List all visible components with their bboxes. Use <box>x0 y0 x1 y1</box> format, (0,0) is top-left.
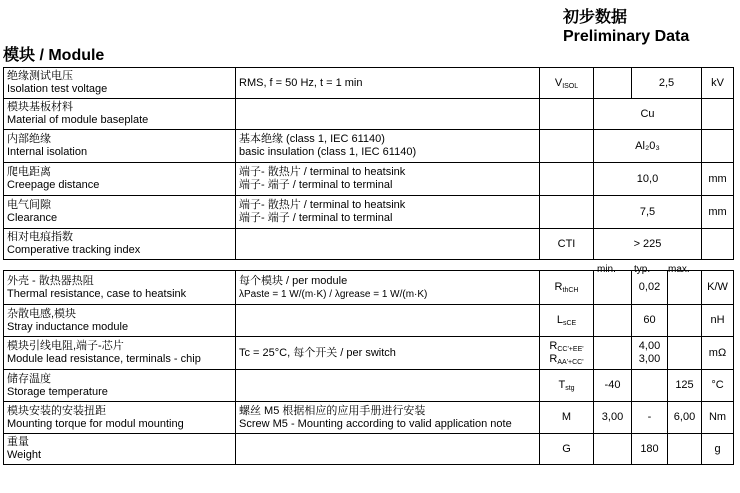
parameter-cell: 外壳 - 散热器热阻 Thermal resistance, case to heatsink <box>4 271 236 305</box>
column-header-typ: typ. <box>634 264 651 275</box>
parameter-cell: 相对电痕指数 Comperative tracking index <box>4 229 236 260</box>
condition-cell <box>236 229 540 260</box>
table-row <box>4 196 734 229</box>
table-row <box>4 130 734 163</box>
symbol-cell <box>540 99 594 130</box>
typ-cell <box>632 370 668 402</box>
min-cell: -40 <box>594 370 632 402</box>
min-cell: 3,00 <box>594 402 632 434</box>
unit-cell <box>702 130 734 163</box>
condition-cell: 端子- 散热片 / terminal to heatsink 端子- 端子 / terminal to terminal <box>236 196 540 229</box>
unit-cell <box>702 229 734 260</box>
unit-cell: mm <box>702 163 734 196</box>
max-cell <box>668 271 702 305</box>
parameter-cell: 模块引线电阻,端子-芯片 Module lead resistance, terminals - chip <box>4 337 236 370</box>
unit-cell: kV <box>702 68 734 99</box>
table-spacer <box>4 260 734 271</box>
condition-cell <box>236 99 540 130</box>
parameter-cell: 内部绝缘 Internal isolation <box>4 130 236 163</box>
table-row <box>4 229 734 260</box>
min-cell <box>594 434 632 465</box>
typ-cell: 10,0 <box>594 163 702 196</box>
preliminary-label-cn: 初步数据 <box>563 9 628 26</box>
condition-cell <box>236 370 540 402</box>
typ-cell: - <box>632 402 668 434</box>
max-cell <box>668 434 702 465</box>
condition-cell: 基本绝缘 (class 1, IEC 61140) basic insulation (class 1, IEC 61140) <box>236 130 540 163</box>
condition-cell: 端子- 散热片 / terminal to heatsink 端子- 端子 / terminal to terminal <box>236 163 540 196</box>
max-cell <box>668 337 702 370</box>
table-row <box>4 370 734 402</box>
symbol-cell <box>540 196 594 229</box>
table-row <box>4 68 734 99</box>
unit-cell: mm <box>702 196 734 229</box>
min-cell <box>594 68 632 99</box>
max-cell: 125 <box>668 370 702 402</box>
symbol-cell: M <box>540 402 594 434</box>
typ-cell: 4,00 3,00 <box>632 337 668 370</box>
typ-cell: 60 <box>632 305 668 337</box>
unit-cell: nH <box>702 305 734 337</box>
symbol-cell: $R_{CC'+EE'}$ $R_{AA'+CC'}$ <box>540 337 594 370</box>
parameter-cell: 电气间隙 Clearance <box>4 196 236 229</box>
max-cell <box>668 305 702 337</box>
typ-cell: > 225 <box>594 229 702 260</box>
symbol-cell <box>540 163 594 196</box>
table-row <box>4 337 734 370</box>
typ-cell: 180 <box>632 434 668 465</box>
condition-cell <box>236 305 540 337</box>
table-row <box>4 271 734 305</box>
symbol-cell: $T_{stg}$ <box>540 370 594 402</box>
unit-cell: g <box>702 434 734 465</box>
parameter-cell: 储存温度 Storage temperature <box>4 370 236 402</box>
parameter-cell: 模块安装的安装扭距 Mounting torque for modul mounting <box>4 402 236 434</box>
min-cell <box>594 337 632 370</box>
symbol-cell <box>540 130 594 163</box>
parameter-cell: 爬电距离 Creepage distance <box>4 163 236 196</box>
typ-cell: Cu <box>594 99 702 130</box>
symbol-cell: $R_{thCH}$ <box>540 271 594 305</box>
condition-cell: Tc = 25°C, 每个开关 / per switch <box>236 337 540 370</box>
table-row <box>4 434 734 465</box>
condition-cell <box>236 434 540 465</box>
unit-cell: K/W <box>702 271 734 305</box>
table-row <box>4 305 734 337</box>
section-title: 模块 / Module <box>3 47 105 64</box>
module-spec-table <box>3 67 734 465</box>
condition-cell: 螺丝 M5 根据相应的应用手册进行安装 Screw M5 - Mounting according to valid application note <box>236 402 540 434</box>
column-header-max: max. <box>668 264 690 275</box>
unit-cell: mΩ <box>702 337 734 370</box>
preliminary-label-en: Preliminary Data <box>563 28 690 45</box>
column-header-min: min. <box>597 264 616 275</box>
condition-cell: 每个模块 / per module λPaste = 1 W/(m·K) / λgrease = 1 W/(m·K) <box>236 271 540 305</box>
typ-cell: 2,5 <box>632 68 702 99</box>
parameter-cell: 杂散电感,模块 Stray inductance module <box>4 305 236 337</box>
condition-cell: RMS, f = 50 Hz, t = 1 min <box>236 68 540 99</box>
unit-cell: Nm <box>702 402 734 434</box>
table-row <box>4 163 734 196</box>
min-cell <box>594 271 632 305</box>
typ-cell: 7,5 <box>594 196 702 229</box>
symbol-cell: $L_{sCE}$ <box>540 305 594 337</box>
typ-cell: Al₂0₃ <box>594 130 702 163</box>
symbol-cell: G <box>540 434 594 465</box>
table-row <box>4 402 734 434</box>
symbol-cell: $V_{ISOL}$ <box>540 68 594 99</box>
unit-cell: °C <box>702 370 734 402</box>
parameter-cell: 绝缘测试电压 Isolation test voltage <box>4 68 236 99</box>
unit-cell <box>702 99 734 130</box>
min-cell <box>594 305 632 337</box>
symbol-cell: CTI <box>540 229 594 260</box>
parameter-cell: 重量 Weight <box>4 434 236 465</box>
table-row <box>4 99 734 130</box>
parameter-cell: 模块基板材料 Material of module baseplate <box>4 99 236 130</box>
max-cell: 6,00 <box>668 402 702 434</box>
typ-cell: 0,02 <box>632 271 668 305</box>
